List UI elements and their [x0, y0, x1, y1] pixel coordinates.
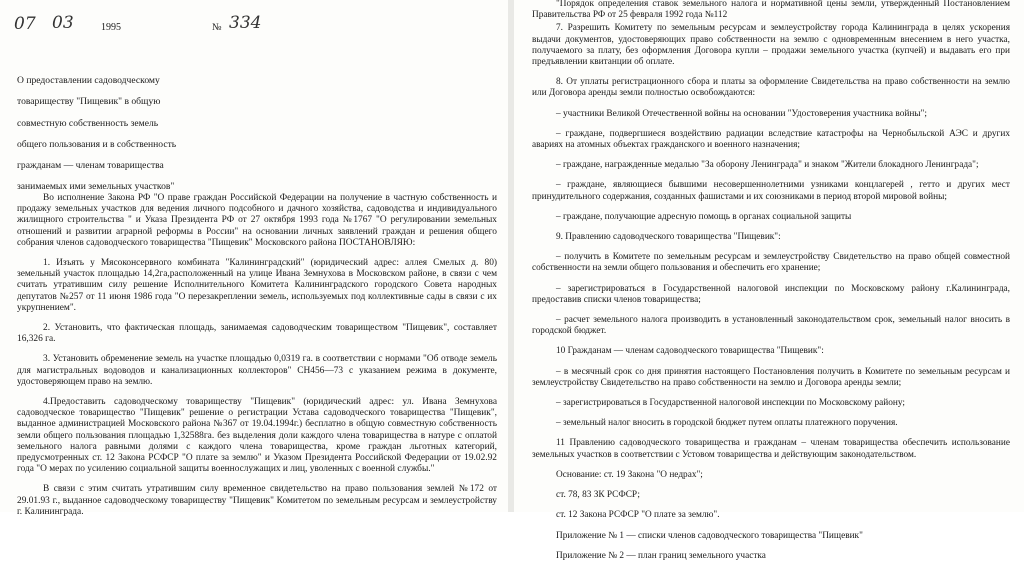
appendix-line: Приложение № 2 — план границ земельного участка — [556, 550, 766, 561]
appendix-line: Приложение № 1 — списки членов садоводческого товарищества "Пищевик" — [556, 530, 863, 541]
paragraph-2: 2. Установить, что фактическая площадь, занимаемая садоводческим товариществом "Пищевик", составляет 16,326 га. — [17, 323, 497, 345]
list-item: – участники Великой Отечественной войны на основании "Удостоверения участника войны"; — [556, 108, 927, 119]
list-item: – зарегистрироваться в Государственной налоговой инспекции по Московскому району; — [556, 398, 905, 409]
title-line: занимаемых ими земельных участков" — [17, 181, 175, 193]
list-item: – расчет земельного налога производить в установленный законодательством срок, земельный налог вносить в городской бюджет. — [532, 315, 1010, 337]
list-item: – граждане, награжденные медалью "За оборону Ленинграда" и знаком "Жители блокадного Ленинграда"; — [556, 160, 979, 171]
title-line: совместную собственность земель — [17, 117, 159, 129]
list-item: – в месячный срок со дня принятия настоящего Постановления получить в Комитете по земельным ресурсам и землеустройству Свидетельство на право собственности на землю и Договора аренды земли; — [532, 366, 1010, 388]
paragraph-preamble: Во исполнение Закона РФ "О праве граждан Российской Федерации на получение в частную собственность и продажу земельных участков для ведения личного подсобного и дачного хозяйства, садоводства и индивидуального жилищного строительства " и Указа Президента РФ от 27 октября 1993 года №1767 "О регулировании земельных отношений и развитии аграрной реформы в России" на основании личных заявлений граждан и решения общего собрания членов садоводческого товарищества "Пищевик" Московского района ПОСТАНОВЛЯЮ: — [17, 193, 497, 248]
paragraph-10: 10 Гражданам — членам садоводческого товарищества "Пищевик": — [556, 346, 824, 357]
paragraph-9: 9. Правлению садоводческого товарищества "Пищевик": — [556, 232, 781, 243]
list-item: – земельный налог вносить в городской бюджет путем оплаты платежного поручения. — [556, 418, 898, 429]
title-line: товариществу "Пищевик" в общую — [17, 96, 161, 108]
document-title — [17, 70, 217, 198]
basis-line: Основание: ст. 19 Закона "О недрах"; — [556, 469, 703, 480]
title-line: общего пользования и в собственность — [17, 138, 177, 150]
date-year: 1995 — [101, 22, 121, 33]
list-item: – получить в Комитете по земельным ресурсам и землеустройству Свидетельство на право общей совместной собственности на земли общего пользования и обеспечить его хранение; — [532, 252, 1010, 274]
paragraph-5: В связи с этим считать утратившим силу временное свидетельство на право пользования землей №172 от 29.01.93 г., выданное садоводческому товариществу "Пищевик" Комитетом по земельным ресурсам и землеустройству г. Калининграда. — [17, 484, 497, 517]
left-page — [0, 0, 508, 517]
list-item: – граждане, являющиеся бывшими несовершеннолетними узниками концлагерей , гетто и других мест принудительного содержания, созданных фашистами и их союзниками в период второй мировой войны; — [532, 180, 1010, 202]
right-body — [532, 0, 1010, 571]
left-body — [17, 193, 497, 527]
list-item: – граждане, подвергшиеся воздействию радиации вследствие катастрофы на Чернобыльской АЭС и других авариях на атомных объектах гражданского и военного назначения; — [532, 128, 1010, 151]
title-line: О предоставлении садоводческому — [17, 75, 160, 86]
basis-line: ст. 78, 83 ЗК РСФСР; — [556, 490, 641, 501]
paragraph-11: 11 Правлению садоводческого товарищества и гражданам – членам товарищества обеспечить использование земельных участков в соответствии с Устовом товарищества и действующим законодательством. — [532, 438, 1010, 460]
handwritten-date-month: 03 — [52, 13, 74, 33]
list-item: – граждане, получающие адресную помощь в органах социальной защиты — [556, 211, 852, 222]
paragraph-8: 8. От уплаты регистрационного сбора и платы за оформление Свидетельства на право собственности на землю или Договора аренды земли полностью освобождаются: — [532, 77, 1010, 99]
paragraph-3: 3. Установить обременение земель на участке площадью 0,0319 га. в соответствии с нормами "Об отводе земель для магистральных водоводов и канализационных коллекторов" СН456—73 с указанием режима в документе, удостоверяющем право на землю. — [17, 354, 497, 387]
number-label: № — [212, 22, 222, 33]
paragraph-7: 7. Разрешить Комитету по земельным ресурсам и землеустройству города Калининграда в целях ускорения выдачи документов, удостоверяющих право собственности на землю с одновременным внесением в него участка, получаемого за плату, без оформления Договора купли – продажи земельного участка (купчей) и выдавать его при предъявлении квитанции об оплате. — [532, 23, 1010, 68]
paragraph-tax-order: "Порядок определения ставок земельного налога и нормативной цены земли, утвержденный Постановлением Правительства РФ от 25 февраля 1992 года №112 — [532, 0, 1010, 21]
title-line: гражданам — членам товарищества — [17, 160, 164, 172]
handwritten-document-number: 334 — [229, 13, 262, 33]
paragraph-4: 4.Предоставить садоводческому товариществу "Пищевик" (юридический адрес: ул. Ивана Земнухова садоводческое товарищество "Пищевик" решение о регистрации Устава садоводческого товарищества "Пищевик", выданное администрацией Московского района №367 от 19.04.1994г.) бесплатно в общую совместную собственность земли общего пользования площадью 1,32588га. без выделения доли каждого члена товарищества в натуре с оплатой земельного налога равными долями с каждого члена товарищества, кроме граждан льготных категорий, предусмотренных ст. 12 Закона РСФСР "О плате за землю" и Указом Президента Российской Федерации от 19.02.92 года "О мерах по усилению социальной защиты военнослужащих и лиц, уволенных с военной службы." — [17, 397, 497, 475]
basis-line: ст. 12 Закона РСФСР "О плате за землю". — [556, 510, 720, 521]
right-page — [514, 0, 1024, 561]
paragraph-1: 1. Изъять у Мясоконсервного комбината "Калининградский" (юридический адрес: аллея Смелых д. 80) земельный участок площадью 14,2га,расположенный на улице Ивана Земнухова в Московском районе, в связи с чем считать утратившим силу решение Исполнительного Комитета Калининградского городского Совета народных депутатов №257 от 11 июня 1986 года "О перезакреплении земель, используемых под коллективные сады в связи с их укрупнением". — [17, 258, 497, 313]
handwritten-date-day: 07 — [14, 14, 36, 34]
list-item: – зарегистрироваться в Государственной налоговой инспекции по Московскому району г.Калининграда, предоставив списки членов товарищества; — [532, 283, 1010, 305]
